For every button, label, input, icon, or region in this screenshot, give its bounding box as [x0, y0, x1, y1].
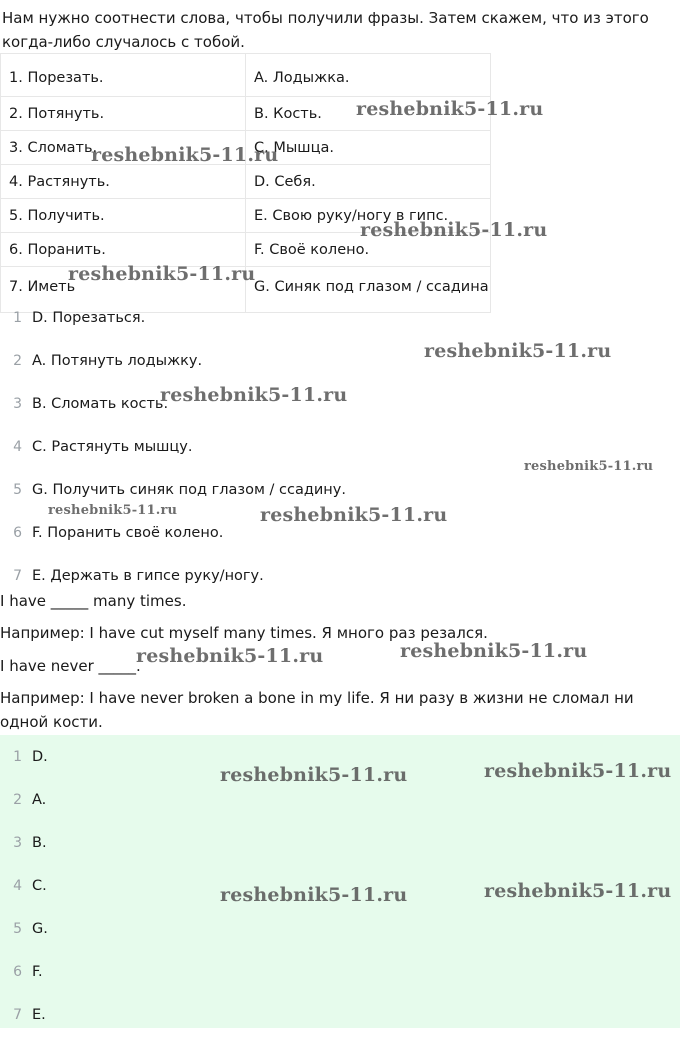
- item-number: 1: [13, 309, 22, 326]
- watermark: reshebnik5-11.ru: [356, 98, 544, 120]
- item-text: D.: [32, 748, 48, 765]
- item-text: G. Получить синяк под глазом / ссадину.: [32, 481, 346, 498]
- list-item: [0, 821, 680, 864]
- item-text: F.: [32, 963, 43, 980]
- watermark: reshebnik5-11.ru: [360, 219, 548, 241]
- watermark: reshebnik5-11.ru: [484, 880, 672, 902]
- item-number: 6: [13, 963, 22, 980]
- example-2: Например: I have never broken a bone in my life. Я ни разу в жизни не сломал ни одной кости.: [0, 689, 634, 731]
- table-cell-left: 6. Поранить.: [1, 233, 246, 267]
- item-text: B. Сломать кость.: [32, 395, 169, 412]
- item-number: 3: [13, 834, 22, 851]
- item-text: E.: [32, 1006, 46, 1023]
- item-text: B.: [32, 834, 47, 851]
- watermark: reshebnik5-11.ru: [400, 640, 588, 662]
- item-number: 3: [13, 395, 22, 412]
- list-item: [0, 296, 680, 339]
- item-number: 5: [13, 481, 22, 498]
- watermark: reshebnik5-11.ru: [136, 645, 324, 667]
- table-cell-left: 5. Получить.: [1, 199, 246, 233]
- item-number: 4: [13, 877, 22, 894]
- item-number: 4: [13, 438, 22, 455]
- item-number: 7: [13, 567, 22, 584]
- watermark: reshebnik5-11.ru: [48, 503, 178, 518]
- item-text: E. Держать в гипсе руку/ногу.: [32, 567, 264, 584]
- watermark: reshebnik5-11.ru: [220, 764, 408, 786]
- table-cell-left: 4. Растянуть.: [1, 165, 246, 199]
- table-cell-right: E. Свою руку/ногу в гипс.: [246, 199, 491, 233]
- item-text: D. Порезаться.: [32, 309, 146, 326]
- list-item: [0, 993, 680, 1036]
- item-text: G.: [32, 920, 48, 937]
- task-instruction: Нам нужно соотнести слова, чтобы получили фразы. Затем скажем, что из этого когда-либо случалось с тобой.: [2, 9, 649, 51]
- item-number: 7: [13, 1006, 22, 1023]
- table-cell-right: A. Лодыжка.: [246, 54, 491, 97]
- table-cell-left: 7. Иметь: [1, 267, 246, 313]
- watermark: reshebnik5-11.ru: [524, 459, 654, 474]
- item-text: C.: [32, 877, 47, 894]
- sentence-template-1: I have _____ many times.: [0, 592, 187, 610]
- table-cell-left: 1. Порезать.: [1, 54, 246, 97]
- item-number: 2: [13, 791, 22, 808]
- table-cell-left: 2. Потянуть.: [1, 97, 246, 131]
- item-number: 1: [13, 748, 22, 765]
- item-text: C. Растянуть мышцу.: [32, 438, 193, 455]
- table-cell-right: F. Своё колено.: [246, 233, 491, 267]
- list-item: [0, 907, 680, 950]
- watermark: reshebnik5-11.ru: [424, 340, 612, 362]
- table-row: [1, 165, 491, 199]
- table-cell-right: C. Мышца.: [246, 131, 491, 165]
- watermark: reshebnik5-11.ru: [220, 884, 408, 906]
- table-row: [1, 54, 491, 97]
- watermark: reshebnik5-11.ru: [484, 760, 672, 782]
- item-text: A. Потянуть лодыжку.: [32, 352, 203, 369]
- item-number: 6: [13, 524, 22, 541]
- watermark: reshebnik5-11.ru: [160, 384, 348, 406]
- list-item: [0, 950, 680, 993]
- watermark: reshebnik5-11.ru: [91, 144, 279, 166]
- item-number: 5: [13, 920, 22, 937]
- table-cell-right: D. Себя.: [246, 165, 491, 199]
- item-text: A.: [32, 791, 47, 808]
- item-number: 2: [13, 352, 22, 369]
- item-text: F. Поранить своё колено.: [32, 524, 224, 541]
- table-cell-right: G. Синяк под глазом / ссадина: [246, 267, 491, 313]
- sentence-template-2: I have never _____.: [0, 657, 141, 675]
- table-cell-right: B. Кость.: [246, 97, 491, 131]
- table-cell-left: 3. Сломать.: [1, 131, 246, 165]
- watermark: reshebnik5-11.ru: [68, 263, 256, 285]
- watermark: reshebnik5-11.ru: [260, 504, 448, 526]
- example-1: Например: I have cut myself many times. Я много раз резался.: [0, 624, 488, 642]
